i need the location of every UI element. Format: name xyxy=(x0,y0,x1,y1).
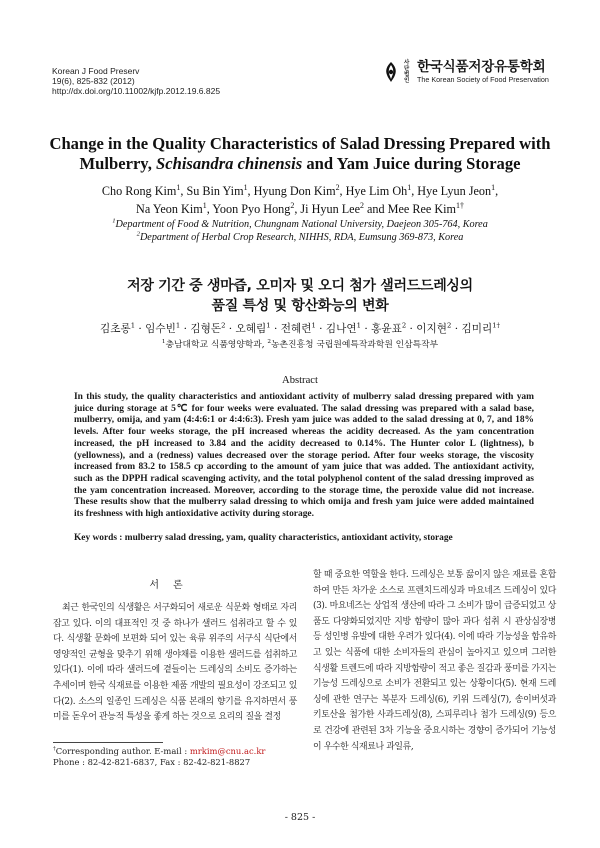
author: Na Yeon Kim$^1$ xyxy=(136,200,207,216)
journal-issue: 19(6), 825-832 (2012) xyxy=(52,76,135,86)
affiliations-ko: $^1$충남대학교 식품영양학과, $^2$농촌진흥청 국립원예특작과학원 인삼특작부 xyxy=(161,339,439,350)
section-heading-intro: 서론 xyxy=(149,580,197,591)
page-number: - 825 - xyxy=(284,812,316,823)
title-part-1: Change in the Quality Characteristics of Salad Dressing Prepared with Mulberry, xyxy=(49,134,551,173)
author: Hyung Don Kim$^2$ xyxy=(253,182,340,198)
logo-small-text: 사단 법인 xyxy=(404,60,410,84)
author: Hye Lyun Jeon$^1$ xyxy=(417,182,496,198)
doi-link[interactable]: http://dx.doi.org/10.11002/kjfp.2012.19.6.825 xyxy=(52,86,221,96)
paper-title-en xyxy=(30,134,570,174)
title-ko-line-2: 품질 특성 및 항산화능의 변화 xyxy=(211,298,389,314)
affiliation: $^2$Department of Herbal Crop Research, NIHHS, RDA, Eumsung 369-873, Korea xyxy=(136,230,464,243)
author-ko: 김초롱$^1$ xyxy=(99,321,136,335)
journal-header xyxy=(52,66,220,96)
author-ko: 전혜련$^1$ xyxy=(280,321,316,335)
paper-title-ko xyxy=(40,276,560,316)
author-ko: 홍윤표$^2$ xyxy=(371,321,407,335)
abstract-body: In this study, the quality characteristics and antioxidant activity of mulberry salad dressing prepared with yam juice during storage at 5℃ for four weeks were evaluated. The salad dressing was prepared with a salad base, mulberry, omija, and yam (4:4:6:1 or 4:4:6:3). Fresh yam juice was added to the salad dressing at 0, 7, and 18% levels. After four weeks storage, the pH increased whereas the acidity decreased. As the yam concentration increased, the pH increased to 3.84 and the acidity decreased to 0.14%. The Hunter color L (lightness), b (yellowness), and a (redness) values decreased over the storage period. After four weeks storage, the viscosity increased from 83.2 to 158.5 cp according to the amount of yam juice that was added. The antioxidant activity, such as the DPPH radical scavenging activity, and the total polyphenol content of the salad dressing improved as the yam concentration increased. Moreover, according to the storage time, the peroxide value did not increase. These results show that the mulberry salad dressing to which omija and fresh yam juice were added maintained its freshness with high antioxidative activity during storage. xyxy=(74,392,534,520)
society-english-name: The Korean Society of Food Preservation xyxy=(417,75,549,84)
author-ko: 임수빈$^1$ xyxy=(145,321,181,335)
author-ko: 김미리$^{1\dagger}$ xyxy=(461,321,500,335)
author: Hye Lim Oh$^1$ xyxy=(345,182,412,198)
author: Su Bin Yim$^1$ xyxy=(186,182,248,198)
author: Ji Hyun Lee$^2$ xyxy=(300,200,364,216)
keywords xyxy=(74,533,534,543)
author-ko: 오혜림$^1$ xyxy=(235,321,271,335)
author-list-ko: 김초롱$^1$ · 임수빈$^1$ · 김형돈$^2$ · 오혜림$^1$ · 전혜련$^1$ · 김나연$^1$ · 홍윤표$^2$ · 이지현$^2$ · 김미리$^{1\dagger}$ xyxy=(99,321,500,335)
affiliations-en xyxy=(40,218,560,244)
author-list-en: Cho Rong Kim$^1$, Su Bin Yim$^1$, Hyung Don Kim$^2$, Hye Lim Oh$^1$, Hye Lyun Jeon$^1$, Na Yeon Kim$^1$, Yoon Pyo Hong$^2$, Ji Hyun Lee$^2$ and Mee Ree Kim$^{1\dagger}$ xyxy=(101,182,499,216)
society-korean-name: 한국식품저장유통학회 xyxy=(417,59,546,75)
title-ko-line-1: 저장 기간 중 생마즙, 오미자 및 오디 첨가 샐러드드레싱의 xyxy=(127,278,473,294)
society-emblem-icon xyxy=(382,61,400,83)
author-ko: 김형돈$^2$ xyxy=(190,321,226,335)
email-link[interactable]: mrkim@cnu.ac.kr xyxy=(189,746,266,756)
title-part-2: and Yam Juice during Storage xyxy=(302,154,521,173)
journal-name: Korean J Food Preserv xyxy=(52,66,140,76)
author-ko: 이지현$^2$ xyxy=(416,321,452,335)
abstract-heading: Abstract xyxy=(282,375,318,386)
intro-column-right: 할 때 중요한 역할을 한다. 드레싱은 보통 끓이지 않은 재료를 혼합하여 만든 차가운 소스로 프렌치드레싱과 마요네즈 드레싱이 있다(3). 마요네즈는 상업적 생산에 따라 그 소비가 많이 급증되었고 상품도 다양화되었지만 지방 함량이 많아 과다 섭취 시 관상심장병 등 성인병 유발에 대한 우려가 있다(4). 이에 따라 기능성을 함유하고 있는 식품에 대한 소비자들의 관심이 높아지고 있으며 그러한 식생활 트렌드에 따라 지방함량이 적고 좋은 질감과 풍미를 가지는 기능성 드레싱으로 소비가 전환되고 있는 상황이다(5). 현재 드레싱에 관한 연구는 복분자 드레싱(6), 키위 드레싱(7), 송이버섯과 키토산을 첨가한 사과드레싱(8), 스피루리나 첨가 드레싱(9) 등으로 건강에 관련된 3차 기능을 중요시하는 경향이 증가되어 기능성이 우수한 식재료나 과일류, xyxy=(313,570,556,752)
corresponding-footnote xyxy=(53,746,303,768)
author: Yoon Pyo Hong$^2$ xyxy=(212,200,295,216)
affiliation: $^1$Department of Food & Nutrition, Chungnam National University, Daejeon 305-764, Korea xyxy=(112,217,488,230)
footnote-label: Corresponding author. E-mail : xyxy=(55,746,190,756)
author-ko: 김나연$^1$ xyxy=(325,321,361,335)
intro-column-left: 최근 한국인의 식생활은 서구화되어 새로운 식문화 형태로 자리잡고 있다. 이의 대표적인 것 중 하나가 샐러드 섭취라고 할 수 있다. 식생활 문화에 보편화 되어 있는 육류 위주의 서구식 식단에서 영양적인 균형을 맞추기 위해 생야채를 이용한 샐러드를 섭취하고 있다(1). 이에 따라 샐러드에 곁들이는 드레싱의 소비도 증가하는 추세이며 한국 식재료를 이용한 제품 개발의 필요성이 강조되고 있다(2). 소스의 일종인 드레싱은 식품 본래의 향기를 유지하면서 풍미를 돋우어 관능적 특성을 좋게 하는 것으로 요리의 질을 결정 xyxy=(53,603,297,723)
society-logo xyxy=(382,60,549,84)
dagger-mark: † xyxy=(53,746,56,753)
author-conjunction: and xyxy=(367,202,385,216)
title-scientific-name: Schisandra chinensis xyxy=(156,154,303,173)
keywords-label: Key words : xyxy=(74,533,123,543)
footnote-phone: Phone : 82-42-821-6837, Fax : 82-42-821-8827 xyxy=(53,757,251,767)
author: Mee Ree Kim$^{1\dagger}$ xyxy=(387,200,464,216)
author: Cho Rong Kim$^1$ xyxy=(101,182,181,198)
keywords-text: mulberry salad dressing, yam, quality characteristics, antioxidant activity, storage xyxy=(124,533,453,543)
footnote-divider xyxy=(53,742,163,743)
